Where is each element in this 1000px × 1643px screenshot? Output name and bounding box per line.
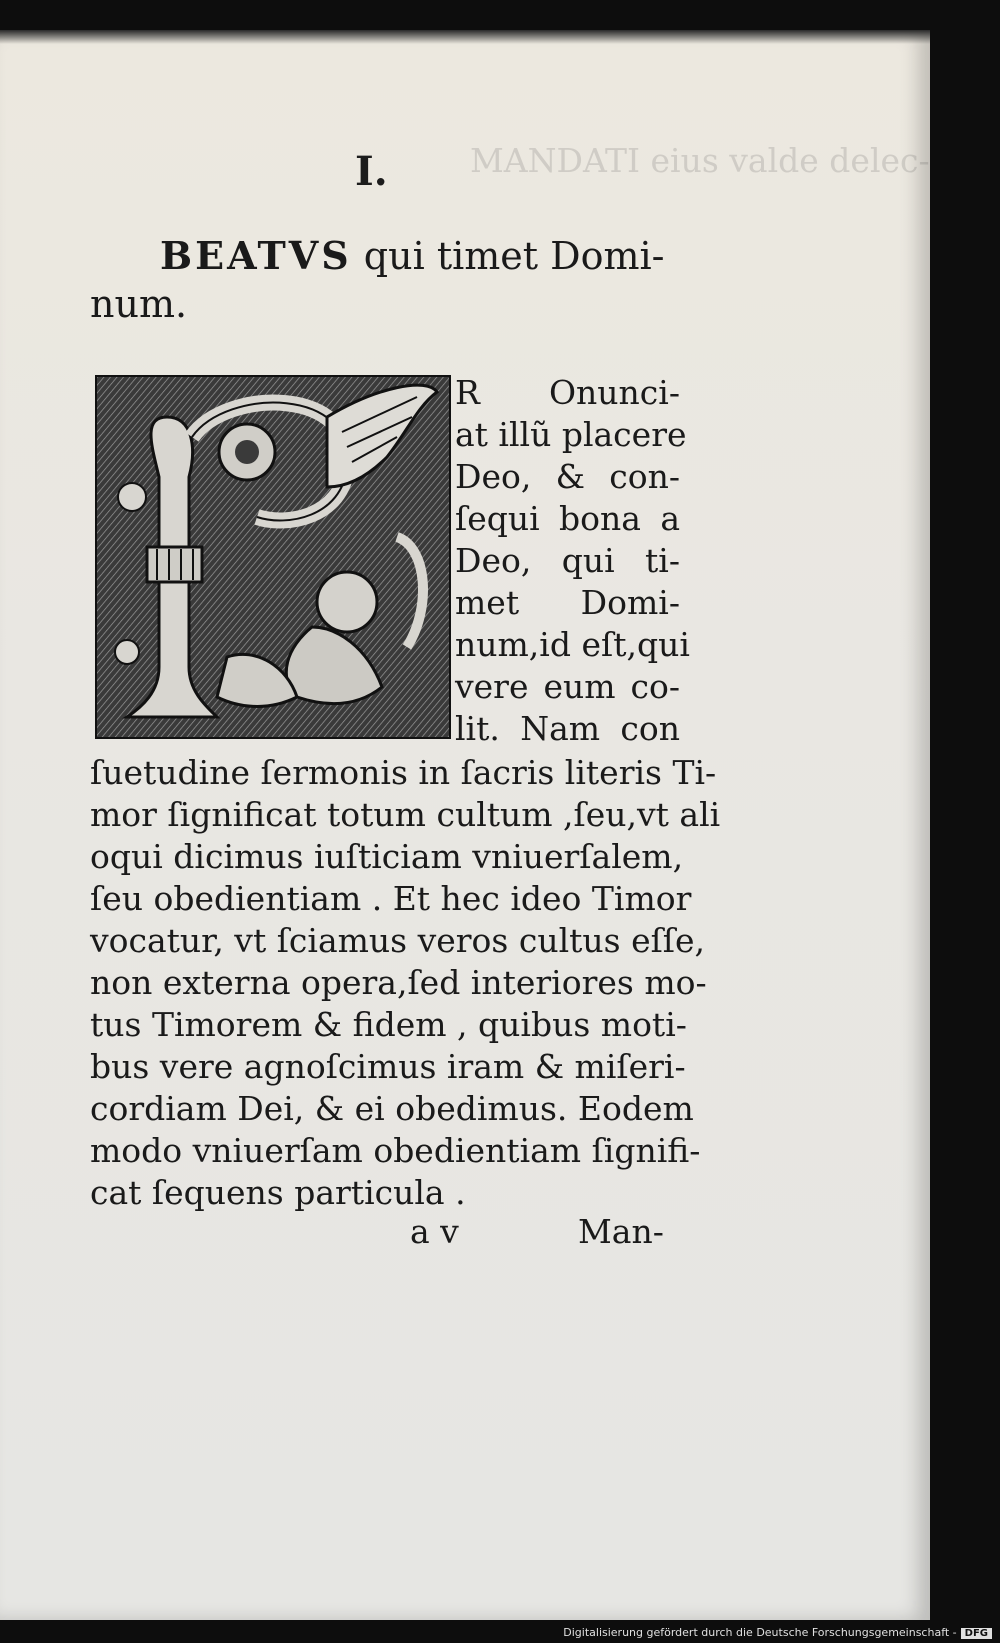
heading-caps: BEATVS — [160, 233, 352, 278]
decorated-initial-woodcut — [95, 375, 451, 739]
text-line: at illũ placere — [455, 415, 687, 454]
heading-rest: qui timet Domi-num. — [90, 234, 665, 326]
text-line: ſequi bona a — [455, 499, 680, 538]
page-top-edge — [0, 30, 930, 44]
text-line: tus Timorem & fidem , quibus moti- — [90, 1005, 687, 1044]
text-line: vocatur, vt ſciamus veros cultus eſſe, — [90, 921, 706, 960]
text-line: num,id eſt,qui — [455, 625, 690, 664]
text-line: vere eum co- — [455, 667, 680, 706]
body-text — [90, 752, 721, 1214]
text-line: Deo, & con- — [455, 457, 680, 496]
catchword: Man- — [578, 1212, 664, 1251]
text-line: R Onunci- — [455, 373, 680, 412]
signature-mark: a v — [410, 1212, 459, 1251]
text-line: met Domi- — [455, 583, 680, 622]
folio-number: I. — [355, 148, 388, 195]
page-heading — [90, 232, 690, 328]
text-line: mor ſignificat totum cultum ,ſeu,vt ali — [90, 795, 721, 834]
text-line: lit. Nam con — [455, 709, 680, 748]
footer-credit-text: Digitalisierung gefördert durch die Deutsche Forschungsgemeinschaft - — [563, 1626, 957, 1639]
text-line: cat ſequens particula . — [90, 1173, 466, 1212]
footer-credit — [563, 1626, 992, 1639]
catchline — [90, 1212, 680, 1256]
text-line: non externa opera,ſed interiores mo- — [90, 963, 707, 1002]
text-line: Deo, qui ti- — [455, 541, 680, 580]
text-line: bus vere agnoſcimus iram & miſeri- — [90, 1047, 686, 1086]
text-line: oqui dicimus iuſticiam vniuerſalem, — [90, 837, 684, 876]
initial-column-text — [455, 372, 690, 750]
text-line: modo vniuerſam obedientiam ſignifi- — [90, 1131, 701, 1170]
text-line: ſeu obedientiam . Et hec ideo Timor — [90, 879, 692, 918]
woodcut-initial-icon — [97, 377, 449, 737]
dfg-logo: DFG — [961, 1628, 992, 1639]
text-line: ſuetudine ſermonis in ſacris literis Ti- — [90, 753, 717, 792]
bleed-through: MANDATI eius valde delec- — [470, 141, 930, 180]
text-line: cordiam Dei, & ei obedimus. Eodem — [90, 1089, 694, 1128]
